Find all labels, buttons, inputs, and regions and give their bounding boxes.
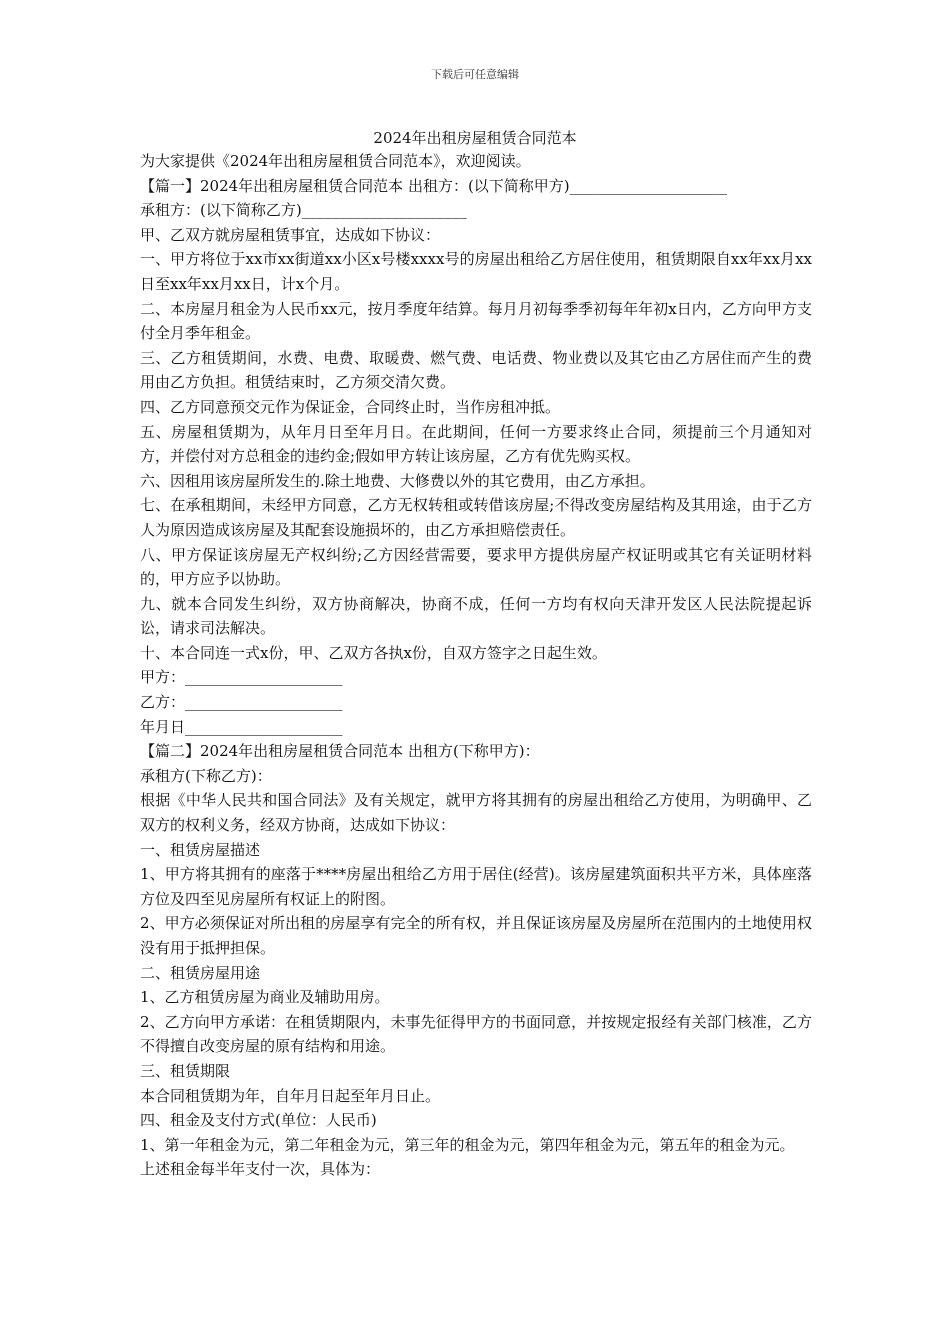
paragraph: 本合同租赁期为年，自年月日起至年月日止。 [140,1086,441,1105]
paragraph: 承租方：(以下简称乙方)______________________ [140,201,467,220]
paragraph: 1、第一年租金为元，第二年租金为元，第三年的租金为元，第四年租金为元，第五年的租金为元。 [140,1135,795,1154]
paragraph: 【篇二】2024年出租房屋租赁合同范本 出租方(下称甲方)： [140,742,540,761]
signature-line-date: 年月日_____________________ [140,717,343,736]
paragraph: 2、甲方必须保证对所出租的房屋享有完全的所有权，并且保证该房屋及房屋所在范围内的土地使用权没有用于抵押担保。 [140,914,812,957]
paragraph: 六、因租用该房屋所发生的.除土地费、大修费以外的其它费用，由乙方承担。 [140,471,655,490]
section-heading: 一、租赁房屋描述 [140,840,261,859]
paragraph: 1、乙方租赁房屋为商业及辅助用房。 [140,988,390,1007]
paragraph: 根据《中华人民共和国合同法》及有关规定，就甲方将其拥有的房屋出租给乙方使用，为明确甲、乙双方的权利义务，经双方协商，达成如下协议： [140,791,812,835]
paragraph: 上述租金每半年支付一次，具体为： [140,1160,381,1179]
paragraph: 承租方(下称乙方)： [140,766,272,785]
signature-line-party-a: 甲方：_____________________ [140,668,343,687]
paragraph: 2、乙方向甲方承诺：在租赁期限内，未事先征得甲方的书面同意，并按规定报经有关部门核准，乙方不得擅自改变房屋的原有结构和用途。 [140,1012,812,1056]
paragraph: 三、乙方租赁期间，水费、电费、取暖费、燃气费、电话费、物业费以及其它由乙方居住而产生的费用由乙方负担。租赁结束时，乙方须交清欠费。 [140,348,812,392]
paragraph: 二、本房屋月租金为人民币xx元，按月季度年结算。每月月初每季季初每年年初x日内，乙方向甲方支付全月季年租金。 [140,299,812,343]
section-heading: 二、租赁房屋用途 [140,963,261,982]
document-body [140,149,812,1182]
paragraph: 【篇一】2024年出租房屋租赁合同范本 出租方：(以下简称甲方)_____________________ [140,176,728,195]
paragraph: 甲、乙双方就房屋租赁事宜，达成如下协议： [140,225,441,244]
paragraph: 九、就本合同发生纠纷，双方协商解决，协商不成，任何一方均有权向天津开发区人民法院提起诉讼，请求司法解决。 [140,594,812,638]
header-note: 下载后可任意编辑 [431,68,519,81]
paragraph: 七、在承租期间，未经甲方同意，乙方无权转租或转借该房屋;不得改变房屋结构及其用途，由于乙方人为原因造成该房屋及其配套设施损坏的，由乙方承担赔偿责任。 [140,496,812,539]
paragraph: 为大家提供《2024年出租房屋租赁合同范本》，欢迎阅读。 [140,152,531,170]
section-heading: 三、租赁期限 [140,1061,231,1080]
paragraph: 五、房屋租赁期为，从年月日至年月日。在此期间，任何一方要求终止合同，须提前三个月通知对方，并偿付对方总租金的违约金;假如甲方转让该房屋，乙方有优先购买权。 [140,422,812,466]
paragraph: 十、本合同连一式x份，甲、乙双方各执x份，自双方签字之日起生效。 [140,643,607,662]
paragraph: 1、甲方将其拥有的座落于****房屋出租给乙方用于居住(经营)。该房屋建筑面积共平方米，具体座落方位及四至见房屋所有权证上的附图。 [140,865,812,908]
signature-line-party-b: 乙方：_____________________ [140,693,343,712]
section-heading: 四、租金及支付方式(单位：人民币) [140,1111,377,1130]
paragraph: 八、甲方保证该房屋无产权纠纷;乙方因经营需要，要求甲方提供房屋产权证明或其它有关证明材料的，甲方应予以协助。 [140,545,812,589]
document-title: 2024年出租房屋租赁合同范本 [373,129,577,147]
paragraph: 四、乙方同意预交元作为保证金，合同终止时，当作房租冲抵。 [140,397,561,416]
paragraph: 一、甲方将位于xx市xx街道xx小区x号楼xxxx号的房屋出租给乙方居住使用，租赁期限自xx年xx月xx日至xx年xx月xx日，计x个月。 [140,250,812,293]
